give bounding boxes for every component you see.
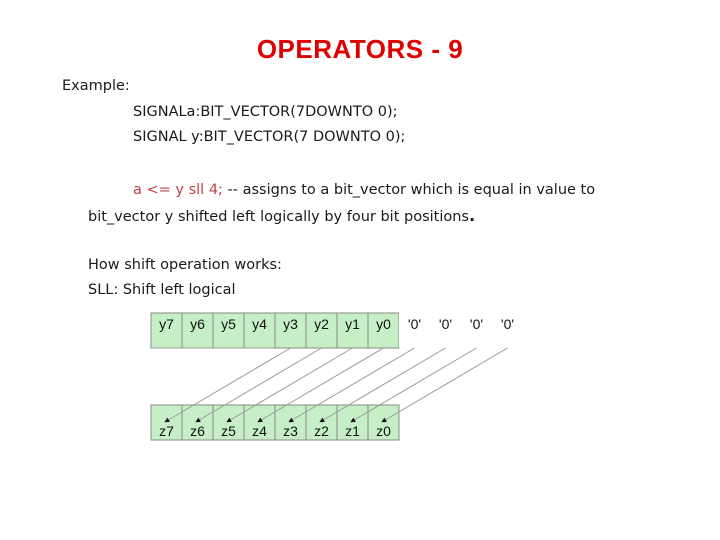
code-line-2: SIGNAL y:BIT_VECTOR(7 DOWNTO 0); bbox=[133, 129, 406, 145]
sll-heading: SLL: Shift left logical bbox=[88, 282, 236, 298]
bottom-cell-label: z1 bbox=[345, 423, 360, 439]
top-cell-label: '0' bbox=[500, 316, 515, 332]
bottom-cell-label: z3 bbox=[283, 423, 298, 439]
statement-period: . bbox=[468, 206, 476, 225]
top-cell-label: '0' bbox=[407, 316, 422, 332]
bottom-cell-label: z2 bbox=[314, 423, 329, 439]
bottom-cell-label: z4 bbox=[252, 423, 267, 439]
top-cell-label: '0' bbox=[438, 316, 453, 332]
bottom-cell-label: z6 bbox=[190, 423, 205, 439]
statement-comment: -- assigns to a bit_vector which is equal in value to bbox=[227, 182, 596, 198]
top-cell-label: y2 bbox=[314, 316, 329, 332]
top-cell-label: y0 bbox=[376, 316, 391, 332]
top-cell-label: y4 bbox=[252, 316, 267, 332]
top-cell-label: y5 bbox=[221, 316, 236, 332]
page-title: OPERATORS - 9 bbox=[256, 34, 464, 64]
top-cell-label: y6 bbox=[190, 316, 205, 332]
top-cell-label: y1 bbox=[345, 316, 360, 332]
top-cell-label: y7 bbox=[159, 316, 174, 332]
sll-statement-code: a <= y sll 4; bbox=[133, 182, 223, 198]
top-cell-label: '0' bbox=[469, 316, 484, 332]
bottom-cell-label: z7 bbox=[159, 423, 174, 439]
code-line-1: SIGNALa:BIT_VECTOR(7DOWNTO 0); bbox=[133, 104, 398, 120]
shift-arrow bbox=[384, 348, 508, 421]
bottom-cell-label: z0 bbox=[376, 423, 391, 439]
example-label: Example: bbox=[62, 78, 130, 94]
shift-arrow bbox=[353, 348, 477, 421]
bottom-cell-label: z5 bbox=[221, 423, 236, 439]
statement-continuation: bit_vector y shifted left logically by four bit positions bbox=[88, 209, 469, 225]
top-cell-label: y3 bbox=[283, 316, 298, 332]
how-heading: How shift operation works: bbox=[88, 257, 282, 273]
